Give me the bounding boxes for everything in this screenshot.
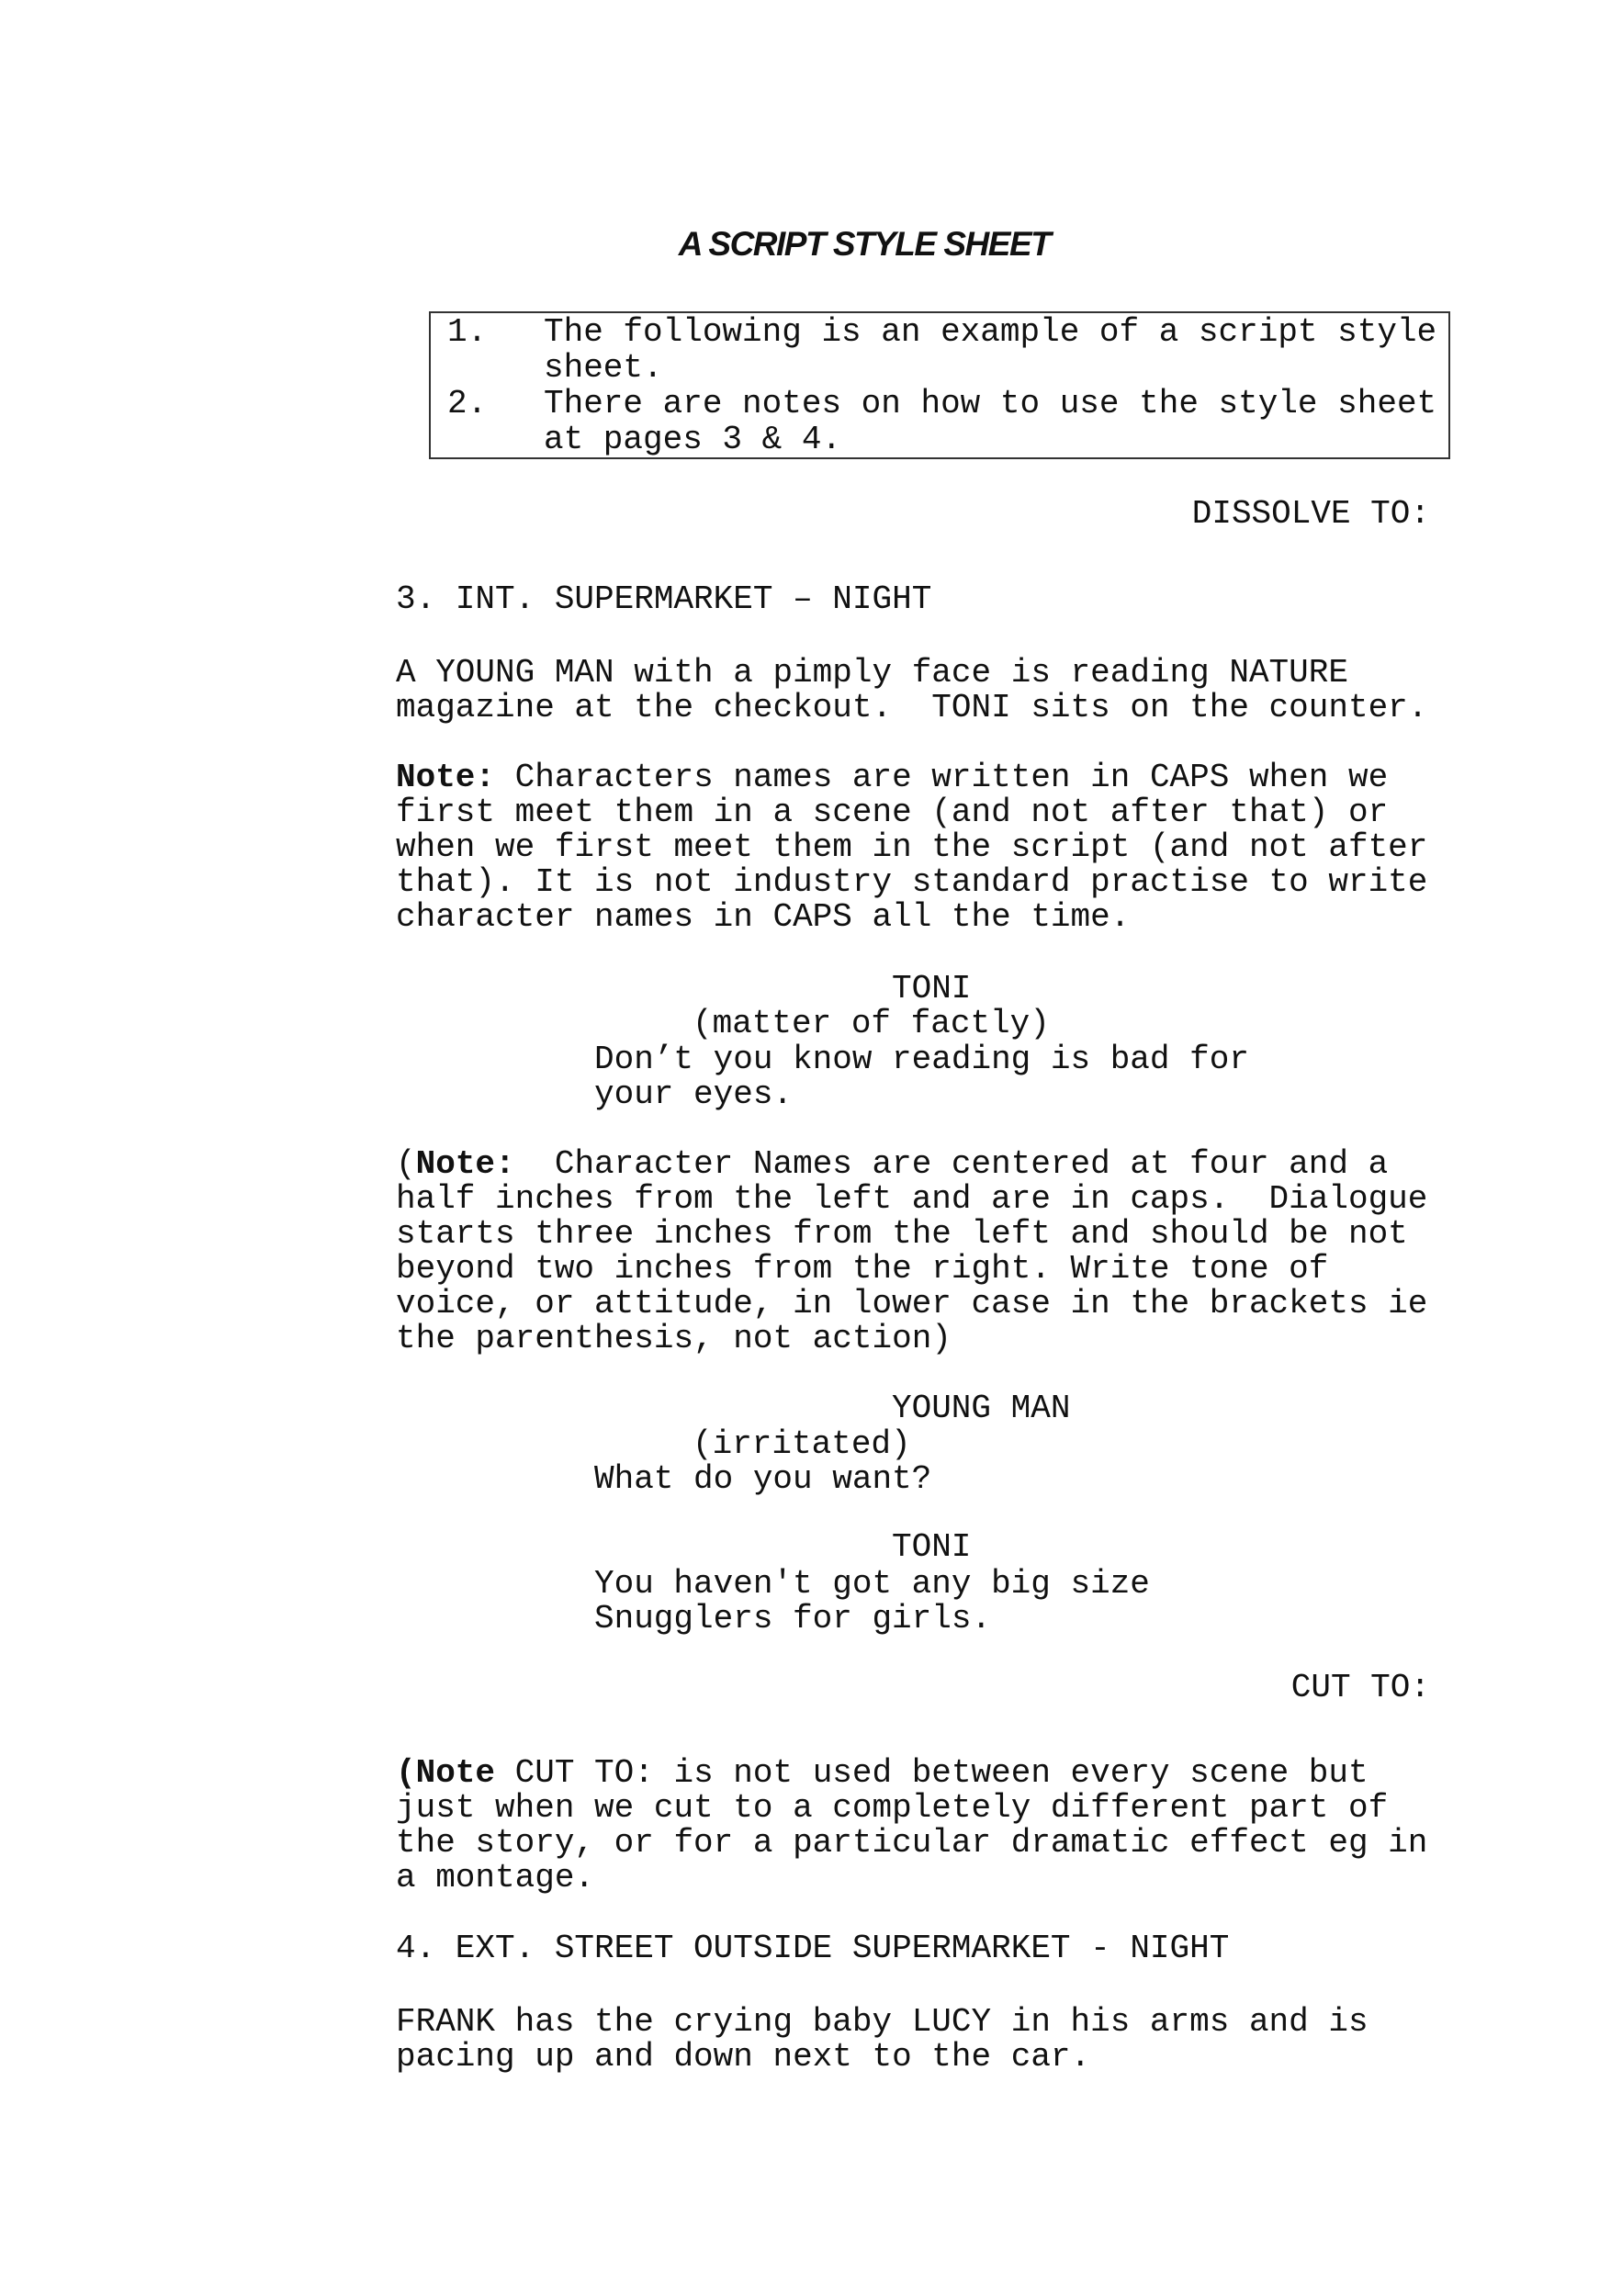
dialogue-line: Snugglers for girls. xyxy=(594,1600,992,1638)
parenthetical: (matter of factly) xyxy=(693,1005,1050,1042)
note-label: (Note xyxy=(396,1754,496,1792)
page-title: A SCRIPT STYLE SHEET xyxy=(678,225,1051,263)
item-text: The following is an example of a script style xyxy=(544,313,1437,351)
note-line: when we first meet them in the script (and not after xyxy=(396,828,1428,866)
dialogue: What do you want? xyxy=(594,1460,932,1498)
parenthetical: (irritated) xyxy=(693,1425,911,1463)
note-paragraph xyxy=(396,1147,1427,1356)
note-first-line xyxy=(396,1147,1427,1182)
note-line: a montage. xyxy=(396,1859,595,1896)
scene-heading: 4. EXT. STREET OUTSIDE SUPERMARKET - NIGHT xyxy=(396,1930,1230,1967)
note-line: Character Names are centered at four and a xyxy=(514,1145,1389,1183)
transition-cut: CUT TO: xyxy=(1290,1669,1430,1706)
note-line: half inches from the left and are in caps. Dialogue xyxy=(396,1180,1428,1218)
character-name: TONI xyxy=(892,970,972,1007)
paren: ( xyxy=(396,1145,416,1183)
notes-box xyxy=(429,311,1450,459)
character-name: YOUNG MAN xyxy=(892,1390,1071,1427)
action xyxy=(396,2005,1369,2075)
dialogue-line: You haven't got any big size xyxy=(594,1565,1150,1603)
character-name: TONI xyxy=(892,1528,972,1566)
note-line: just when we cut to a completely different part of xyxy=(396,1789,1389,1827)
note-line: starts three inches from the left and should be not xyxy=(396,1215,1408,1253)
action-line: FRANK has the crying baby LUCY in his arms and is xyxy=(396,2003,1369,2041)
note-line: Characters names are written in CAPS when we xyxy=(495,759,1389,796)
scene-heading: 3. INT. SUPERMARKET – NIGHT xyxy=(396,580,932,618)
item-text: at pages 3 & 4. xyxy=(544,421,842,458)
action-line: pacing up and down next to the car. xyxy=(396,2038,1091,2076)
dialogue xyxy=(594,1042,1249,1112)
note-label: Note: xyxy=(415,1145,515,1183)
note-line: the parenthesis, not action) xyxy=(396,1320,952,1357)
note-line: that). It is not industry standard practise to write xyxy=(396,863,1428,901)
item-text: There are notes on how to use the style sheet xyxy=(544,385,1437,422)
note-line: first meet them in a scene (and not after that) or xyxy=(396,793,1389,831)
note-paragraph xyxy=(396,1756,1427,1896)
note-first-line xyxy=(396,1756,1427,1791)
action-line: A YOUNG MAN with a pimply face is reading NATURE xyxy=(396,654,1348,692)
dialogue-line: your eyes. xyxy=(594,1075,794,1113)
note-paragraph xyxy=(396,760,1427,935)
item-number: 2. xyxy=(447,385,488,422)
note-line: the story, or for a particular dramatic effect eg in xyxy=(396,1824,1428,1862)
item-text: sheet. xyxy=(544,349,663,387)
note-line: beyond two inches from the right. Write tone of xyxy=(396,1250,1329,1288)
item-number: 1. xyxy=(447,313,488,351)
note-first-line xyxy=(396,760,1427,795)
note-line: voice, or attitude, in lower case in the brackets ie xyxy=(396,1285,1428,1322)
dialogue-line: Don’t you know reading is bad for xyxy=(594,1041,1249,1078)
action-line: magazine at the checkout. TONI sits on the counter. xyxy=(396,689,1428,726)
note-line: character names in CAPS all the time. xyxy=(396,898,1131,936)
dialogue xyxy=(594,1567,1150,1637)
note-label: Note: xyxy=(396,759,496,796)
note-line: CUT TO: is not used between every scene but xyxy=(495,1754,1369,1792)
action xyxy=(396,656,1427,726)
transition-dissolve: DISSOLVE TO: xyxy=(1191,495,1430,533)
